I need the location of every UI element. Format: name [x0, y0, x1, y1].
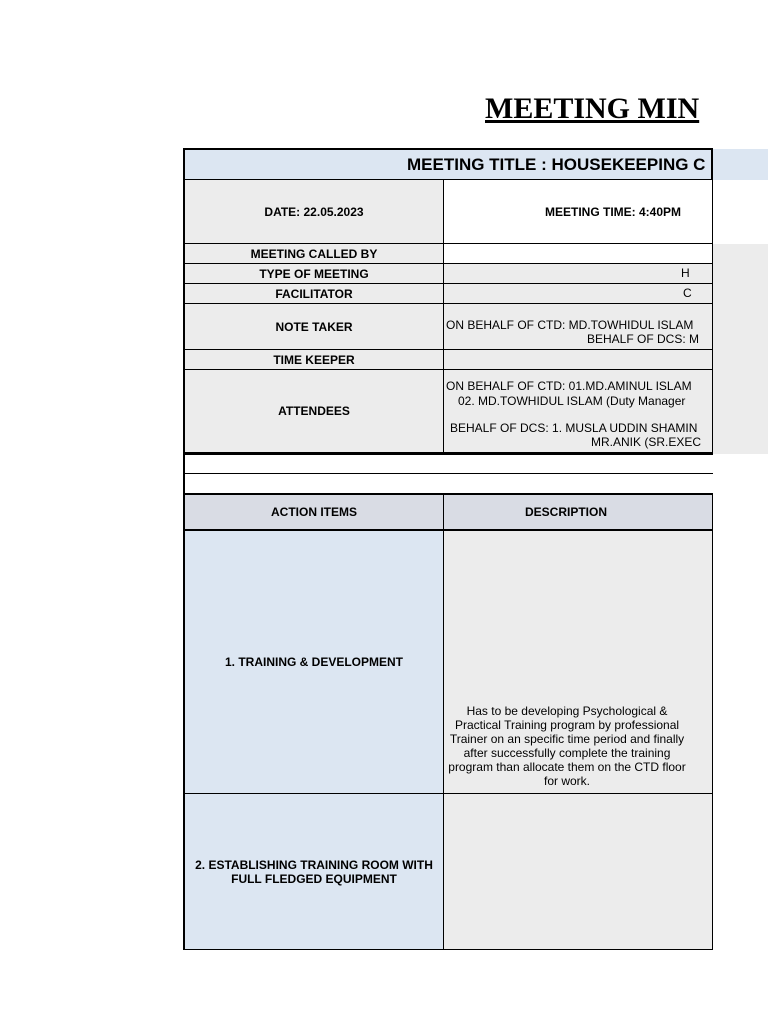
document-title: MEETING MIN	[485, 92, 700, 125]
called-by-value-cell	[443, 243, 713, 264]
time-keeper-label: TIME KEEPER	[273, 352, 355, 367]
attendees-label: ATTENDEES	[278, 404, 350, 418]
action-items-header	[183, 493, 444, 532]
description-header-label: DESCRIPTION	[525, 505, 608, 519]
note-taker-value-cell	[443, 303, 713, 350]
table-row-2-item	[183, 793, 444, 950]
meeting-time: MEETING TIME: 4:40PM	[545, 204, 682, 219]
date-cell	[183, 179, 444, 244]
meeting-title: MEETING TITLE : HOUSEKEEPING C	[407, 154, 706, 174]
action-item-2: 2. ESTABLISHING TRAINING ROOM WITH FULL FLEDGED EQUIPMENT	[195, 857, 433, 886]
table-row-1-item	[183, 530, 444, 794]
called-by-label: MEETING CALLED BY	[250, 246, 378, 261]
action-items-header-label: ACTION ITEMS	[271, 505, 357, 519]
action-description-1: Has to be developing Psychological & Practical Training program by professional Trainer on an specific time period and finally after successfully complete the training program than allocate them on the CTD floor for work.	[448, 704, 686, 788]
action-item-1: 1. TRAINING & DEVELOPMENT	[224, 655, 403, 669]
facilitator-label: FACILITATOR	[275, 286, 353, 301]
facilitator-value: C	[683, 286, 692, 300]
attendees-line-5: MR.ANIK (SR.EXEC	[591, 435, 702, 449]
time-cell	[443, 179, 713, 244]
time-keeper-label-cell	[183, 349, 444, 370]
called-by-label-cell	[183, 243, 444, 264]
meeting-type-value-cell	[443, 263, 713, 284]
attendees-line-2: 02. MD.TOWHIDUL ISLAM (Duty Manager	[458, 394, 686, 408]
table-row-2-description-cell	[443, 793, 713, 950]
description-header	[443, 493, 713, 532]
spacer-row-2	[183, 473, 713, 494]
meeting-title-bar	[183, 148, 713, 181]
meeting-type-label-cell	[183, 263, 444, 284]
note-taker-label: NOTE TAKER	[275, 319, 353, 334]
attendees-value-cell	[443, 369, 713, 455]
note-taker-line-1: ON BEHALF OF CTD: MD.TOWHIDUL ISLAM	[446, 318, 694, 332]
time-keeper-value-cell	[443, 349, 713, 370]
meeting-type-value: H	[681, 266, 690, 280]
note-taker-line-2: BEHALF OF DCS: M	[587, 332, 700, 346]
attendees-line-4: BEHALF OF DCS: 1. MUSLA UDDIN SHAMIN	[450, 421, 698, 435]
table-row-1-description-cell	[443, 530, 713, 794]
meeting-date: DATE: 22.05.2023	[264, 204, 364, 219]
note-taker-label-cell	[183, 303, 444, 350]
spacer-row-1	[183, 454, 713, 474]
attendees-label-cell	[183, 369, 444, 455]
facilitator-value-cell	[443, 283, 713, 304]
facilitator-label-cell	[183, 283, 444, 304]
attendees-line-1: ON BEHALF OF CTD: 01.MD.AMINUL ISLAM	[446, 379, 692, 393]
meeting-type-label: TYPE OF MEETING	[259, 266, 369, 281]
